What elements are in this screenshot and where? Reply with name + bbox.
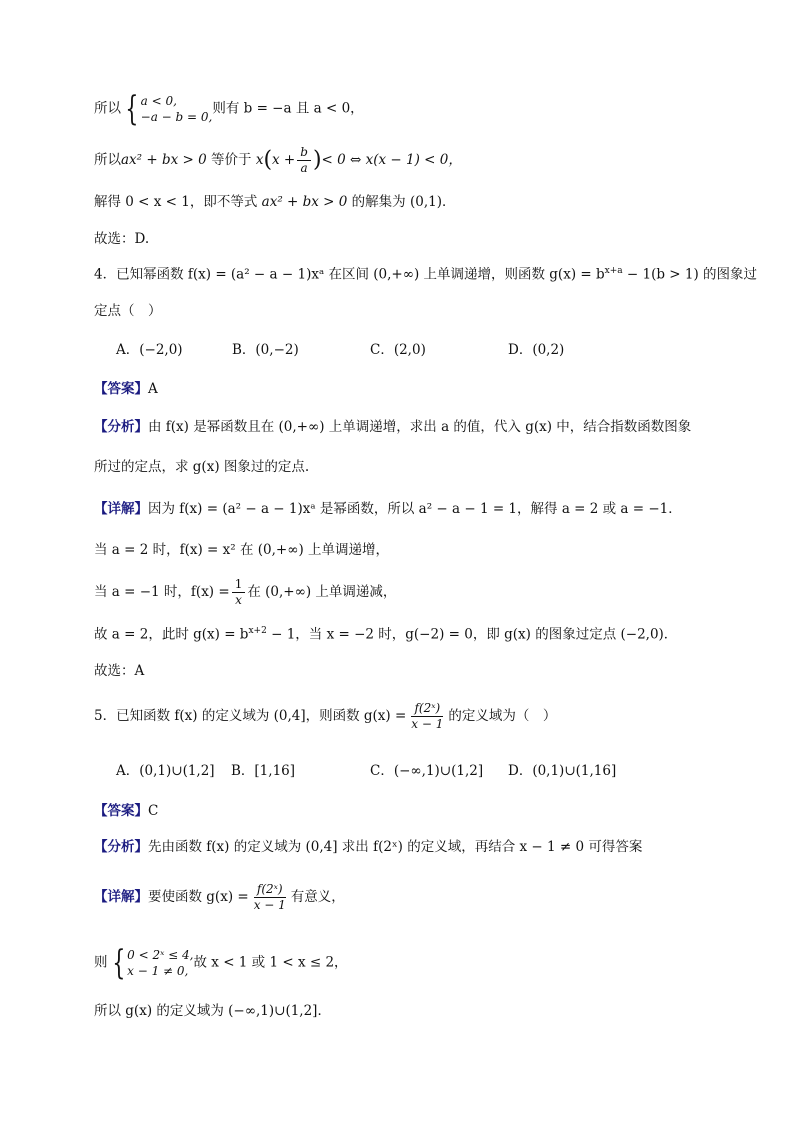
detail-5-result: 所以 g(x) 的定义域为 (−∞,1)∪(1,2]． [94,1003,331,1019]
choice-line: 故选：D. [94,231,150,247]
option-d: D．(0,2) [508,342,565,358]
answer-5: 【答案】C [94,803,159,819]
fraction: $\frac{1}{x}$ [232,578,246,607]
detail-5-system: 则 { 0 < 2ˣ ≤ 4, x − 1 ≠ 0, 故 x < 1 或 1 < x ≤ 2， [94,943,348,983]
option-a: A．(0,1)∪(1,2] [116,763,215,779]
question-5-text: 5．已知函数 f(x) 的定义域为 (0,4]，则函数 g(x) = $\frac{\text{f(2ˣ)}}{x - 1}$ 的定义域为（ ） [94,701,557,732]
fraction: $\frac{\text{f(2ˣ)}}{x - 1}$ [411,701,444,732]
option-c: C．(−∞,1)∪(1,2] [370,763,484,779]
answer-4: 【答案】A [94,381,158,397]
question-4-text: 4．已知幂函数 f(x) = (a² − a − 1)xᵃ 在区间 (0,+∞) 上单调递增，则函数 $g(x) = b^{x+a} - 1(b > 1)$ 的图象过 [94,266,758,283]
option-d: D．(0,1)∪(1,16] [508,763,617,779]
equation-system: a < 0, −a − b = 0, [140,93,213,124]
detail-4-line-3: 当 a = −1 时，f(x) = $\frac{1}{x}$ 在 (0,+∞) 上单调递减， [94,577,397,608]
brace: { [125,89,139,129]
option-a: A．(−2,0) [116,342,183,358]
solution-line-equivalence: 所以ax² + bx > 0 等价于 x(x + $\frac{b}{a}$ )< 0 ⇔ x(x − 1) < 0， [94,145,462,176]
analysis-4-cont: 所过的定点，求 g(x) 图象过的定点. [94,459,310,475]
solution-line-system [94,89,364,129]
brace: { [111,943,125,983]
question-4-text-cont: 定点（ ） [94,303,162,319]
detail-4-line-4: 故 a = 2，此时 $g(x) = b^{x+2} - 1$，当 x = −2 时，g(−2) = 0，即 g(x) 的图象过定点 (−2,0)． [94,626,678,643]
detail-4-line-2: 当 a = 2 时，f(x) = x² 在 (0,+∞) 上单调递增， [94,542,390,558]
solution-line-result: 解得 0 < x < 1，即不等式 ax² + bx > 0 的解集为 (0,1)． [94,194,456,210]
text: 所以 [94,100,121,117]
fraction: $\frac{b}{a}$ [297,146,311,175]
fraction: $\frac{\text{f(2ˣ)}}{x - 1}$ [253,882,286,913]
analysis-4: 【分析】由 f(x) 是幂函数且在 (0,+∞) 上单调递增，求出 a 的值，代入 g(x) 中，结合指数函数图象 [94,419,692,435]
option-b: B．[1,16] [231,763,296,779]
detail-5: 【详解】要使函数 g(x) = $\frac{\text{f(2ˣ)}}{x - 1}$ 有意义， [94,882,345,913]
analysis-5: 【分析】先由函数 f(x) 的定义域为 (0,4] 求出 f(2ˣ) 的定义域，再结合 x − 1 ≠ 0 可得答案 [94,839,643,855]
choice-line-4: 故选：A [94,663,145,679]
option-c: C．(2,0) [370,342,426,358]
detail-4: 【详解】因为 f(x) = (a² − a − 1)xᵃ 是幂函数，所以 a² − a − 1 = 1，解得 a = 2 或 a = −1． [94,501,682,517]
equation-system: 0 < 2ˣ ≤ 4, x − 1 ≠ 0, [127,947,194,978]
option-b: B．(0,−2) [232,342,299,358]
text: 则有 b = −a 且 a < 0， [212,100,364,117]
